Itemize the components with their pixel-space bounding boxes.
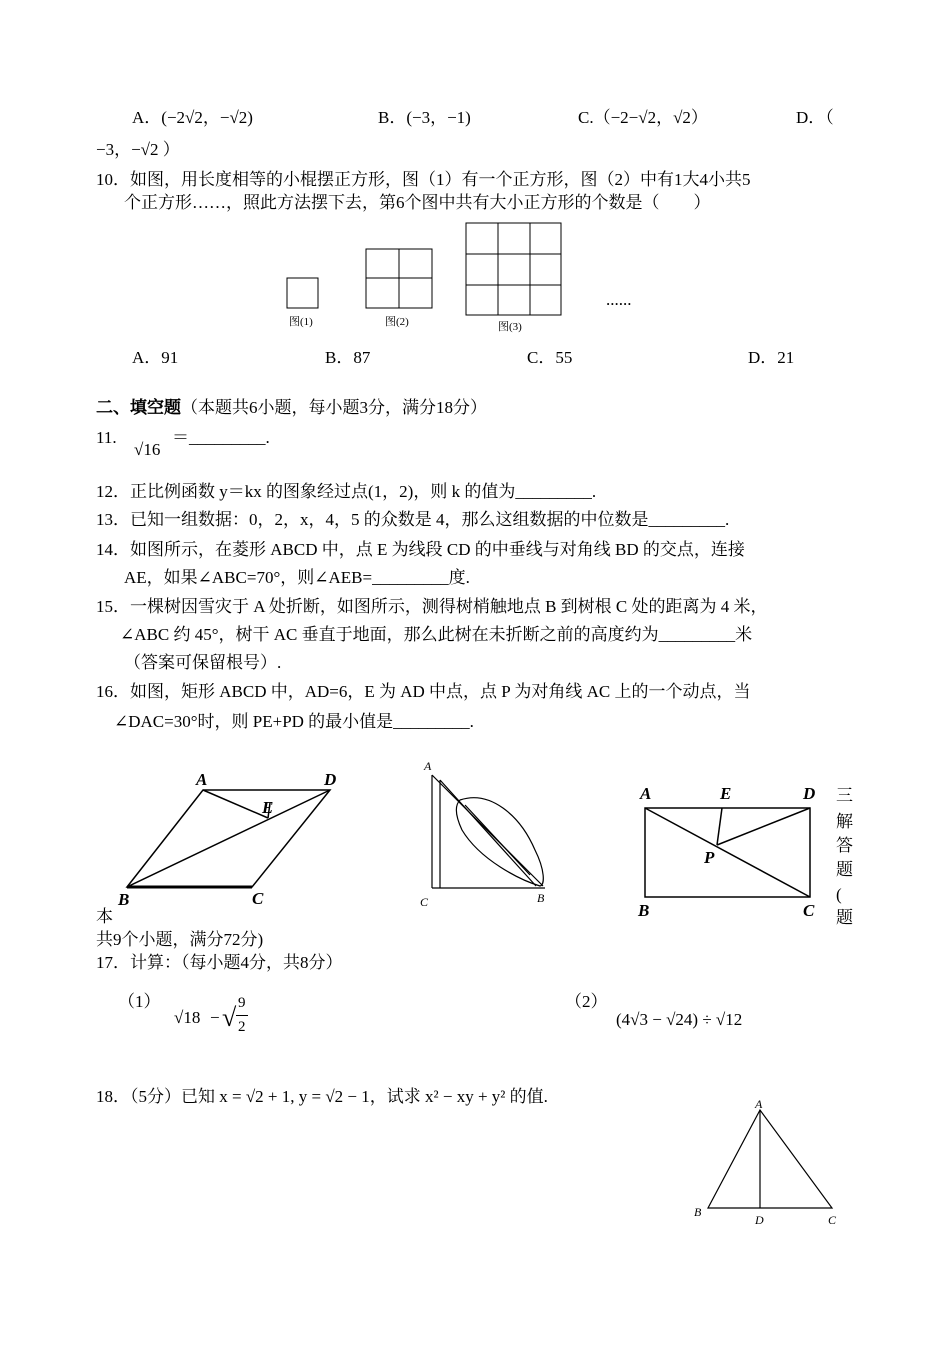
q16-line2: ∠DAC=30°时，则 PE+PD 的最小值是_________. bbox=[114, 712, 474, 731]
fraction-bar bbox=[236, 1015, 248, 1016]
triangle-label-b: B bbox=[694, 1205, 702, 1219]
q17-part1-numerator: 9 bbox=[238, 995, 246, 1011]
q17-part1-sqrt18: √18 bbox=[174, 1008, 201, 1027]
rect-label-e: E bbox=[720, 784, 732, 803]
rhombus-figure bbox=[127, 790, 330, 887]
q15-line2: ∠ABC 约 45°，树干 AC 垂直于地面，那么此树在未折断之前的高度约为_________米 bbox=[120, 625, 753, 644]
q16-line1: 16．如图，矩形 ABCD 中，AD=6，E 为 AD 中点，点 P 为对角线 AC 上的一个动点，当 bbox=[96, 682, 751, 701]
rect-label-b: B bbox=[638, 901, 650, 920]
rhombus-label-d: D bbox=[324, 770, 337, 789]
rectangle-figure bbox=[645, 808, 810, 897]
q18-text: 18．（5分）已知 x = √2 + 1, y = √2 − 1，试求 x² − xy + y² 的值. bbox=[96, 1087, 548, 1106]
section3-char-1: 三 bbox=[836, 786, 853, 805]
rect-label-a: A bbox=[640, 784, 652, 803]
triangle-label-c: C bbox=[828, 1213, 837, 1227]
rhombus-label-b: B bbox=[118, 890, 130, 909]
section2-note: （本题共6小题，每小题3分，满分18分） bbox=[181, 398, 487, 417]
q9-option-b: B．(−3，−1) bbox=[378, 108, 471, 127]
tree-label-c: C bbox=[420, 895, 429, 909]
triangle-label-a: A bbox=[755, 1097, 763, 1111]
q17-part1-minus: − bbox=[210, 1008, 220, 1027]
q11-number: 11. bbox=[96, 428, 117, 447]
rhombus-label-c: C bbox=[252, 889, 264, 908]
section3-char-3: 答 bbox=[836, 836, 853, 855]
section2-title: 二、填空题 bbox=[96, 398, 181, 417]
q10-line1: 10．如图，用长度相等的小棍摆正方形，图（1）有一个正方形，图（2）中有1大4小共5 bbox=[96, 170, 751, 189]
fig-label-3: 图(3) bbox=[498, 321, 522, 333]
rect-label-d: D bbox=[803, 784, 816, 803]
q14-line1: 14．如图所示，在菱形 ABCD 中，点 E 为线段 CD 的中垂线与对角线 BD 的交点，连接 bbox=[96, 540, 745, 559]
rhombus-label-a: A bbox=[196, 770, 208, 789]
q17-part1-radical: √ bbox=[222, 1003, 237, 1032]
section3-ben: 本 bbox=[96, 907, 113, 926]
q14-line2: AE，如果∠ABC=70°，则∠AEB=_________度. bbox=[124, 568, 470, 587]
q9-option-d: D．（ bbox=[796, 108, 834, 127]
square-figure-3 bbox=[466, 223, 561, 315]
q13: 13．已知一组数据：0，2，x，4，5 的众数是 4，那么这组数据的中位数是_________. bbox=[96, 510, 730, 529]
q9-option-c: C.（−2−√2，√2） bbox=[578, 108, 708, 127]
tree-label-a: A bbox=[424, 759, 432, 773]
section3-char-5: ( bbox=[836, 885, 842, 904]
q10-line2: 个正方形……，照此方法摆下去，第6个图中共有大小正方形的个数是（ ） bbox=[124, 193, 711, 212]
section3-char-6: 题 bbox=[836, 908, 853, 927]
q17-part1-denominator: 2 bbox=[238, 1019, 246, 1035]
q11-blank: ＝_________. bbox=[172, 428, 270, 447]
ellipsis: ...... bbox=[606, 290, 632, 309]
rhombus-label-e: E bbox=[262, 798, 274, 817]
q9-option-a: A．(−2√2，−√2) bbox=[132, 108, 253, 127]
fig-label-2: 图(2) bbox=[385, 316, 409, 328]
q12: 12．正比例函数 y＝kx 的图象经过点(1，2)，则 k 的值为_________. bbox=[96, 482, 597, 501]
q15-line1: 15．一棵树因雪灾于 A 处折断，如图所示，测得树梢触地点 B 到树根 C 处的距离为 4 米， bbox=[96, 597, 768, 616]
section3-char-4: 题 bbox=[836, 860, 853, 879]
q10-option-c: C．55 bbox=[527, 348, 573, 367]
tree-label-b: B bbox=[537, 891, 545, 905]
fig-label-1: 图(1) bbox=[289, 316, 313, 328]
square-figure-2 bbox=[366, 249, 432, 308]
section3-note: 共9个小题，满分72分) bbox=[96, 930, 264, 949]
triangle-label-d: D bbox=[755, 1213, 764, 1227]
q17-part2-expr: (4√3 − √24) ÷ √12 bbox=[616, 1010, 743, 1029]
q17-part2-label: （2） bbox=[565, 992, 608, 1011]
q10-option-a: A．91 bbox=[132, 348, 179, 367]
section3-char-2: 解 bbox=[836, 812, 853, 831]
section2-heading bbox=[96, 398, 487, 418]
q9-option-d-cont: −3，−√2 ） bbox=[96, 140, 180, 159]
q17-title: 17．计算：（每小题4分，共8分） bbox=[96, 953, 343, 972]
rect-label-c: C bbox=[803, 901, 815, 920]
square-figure-1 bbox=[287, 278, 318, 308]
q11-expression: √16 bbox=[134, 440, 161, 459]
q10-option-b: B．87 bbox=[325, 348, 371, 367]
q10-option-d: D．21 bbox=[748, 348, 795, 367]
broken-tree-figure bbox=[432, 775, 545, 888]
q17-part1-label: （1） bbox=[118, 992, 161, 1011]
triangle-figure bbox=[708, 1110, 832, 1208]
rect-label-p: P bbox=[704, 848, 715, 867]
q15-line3: （答案可保留根号）. bbox=[124, 653, 282, 672]
